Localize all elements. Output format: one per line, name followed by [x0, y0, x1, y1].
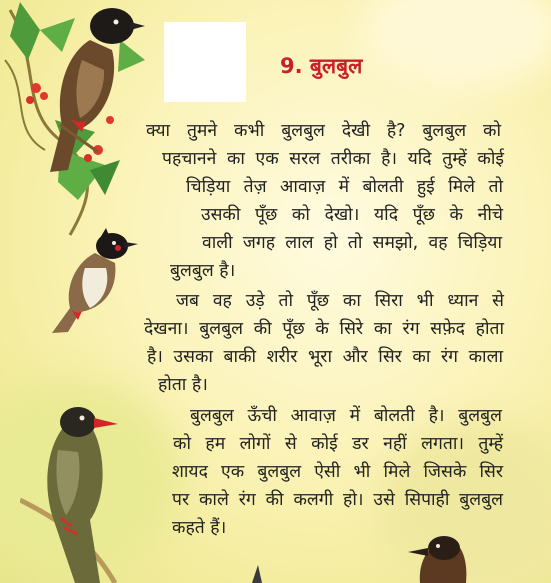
text-line: उसकी पूँछ को देखो। यदि पूँछ के नीचे: [201, 205, 503, 225]
text-line: देखना। बुलबुल की पूँछ के सिरे का रंग सफ़ेद होता: [144, 319, 504, 339]
text-line: शायद एक बुलबुल ऐसी भी मिले जिसके सिर: [172, 462, 503, 482]
text-line: को हम लोगों से कोई डर नहीं लगता। तुम्हें: [173, 434, 503, 454]
text-line: पर काले रंग की कलगी हो। उसे सिपाही बुलबुल: [172, 490, 503, 510]
text-line: चिड़िया तेज़ आवाज़ में बोलती हुई मिले तो: [186, 177, 503, 197]
text-line: है। उसका बाकी शरीर भूरा और सिर का रंग काला: [147, 347, 503, 367]
text-line: क्या तुमने कभी बुलबुल देखी है? बुलबुल को: [146, 121, 501, 141]
text-line: बुलबुल ऊँची आवाज़ में बोलती है। बुलबुल: [190, 406, 502, 426]
text-line: वाली जगह लाल हो तो समझो, वह चिड़िया: [202, 233, 502, 253]
text-line: कहते हैं।: [172, 518, 227, 538]
text-line: पहचानने का एक सरल तरीका है। यदि तुम्हें कोई: [162, 149, 504, 169]
text-line: जब वह उड़े तो पूँछ का सिरा भी ध्यान से: [176, 291, 504, 311]
chapter-title: 9. बुलबुल: [280, 54, 363, 78]
text-line: होता है।: [158, 375, 208, 395]
text-line: बुलबुल है।: [170, 261, 236, 281]
